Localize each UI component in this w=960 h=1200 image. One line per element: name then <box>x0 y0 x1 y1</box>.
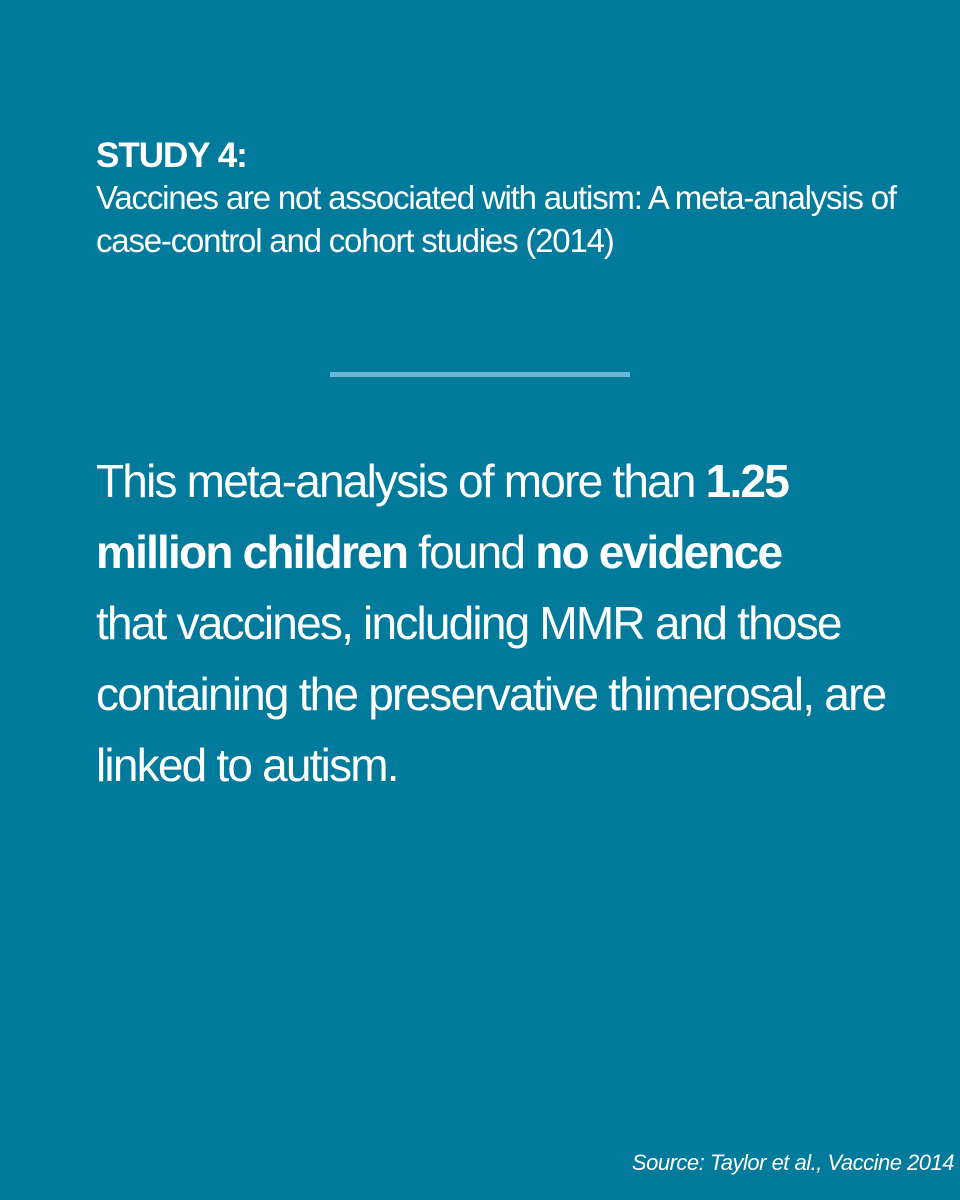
summary-highlight-count: 1.25 million children <box>96 455 789 578</box>
source-citation: Source: Taylor et al., Vaccine 2014 <box>631 1150 954 1175</box>
study-title: Vaccines are not associated with autism: A meta-analysis of case-control and cohort studies (2014) <box>96 179 896 259</box>
study-heading <box>96 136 896 262</box>
summary-text-1: This meta-analysis of more than <box>96 455 706 507</box>
summary-text-3: that vaccines, including MMR and those containing the preservative thimerosal, are linked to autism. <box>96 597 886 791</box>
divider <box>330 372 630 377</box>
summary-highlight-finding: no evidence <box>535 526 782 578</box>
summary-text-2: found <box>407 526 536 578</box>
study-summary <box>96 446 896 801</box>
study-label: STUDY 4: <box>96 136 247 175</box>
